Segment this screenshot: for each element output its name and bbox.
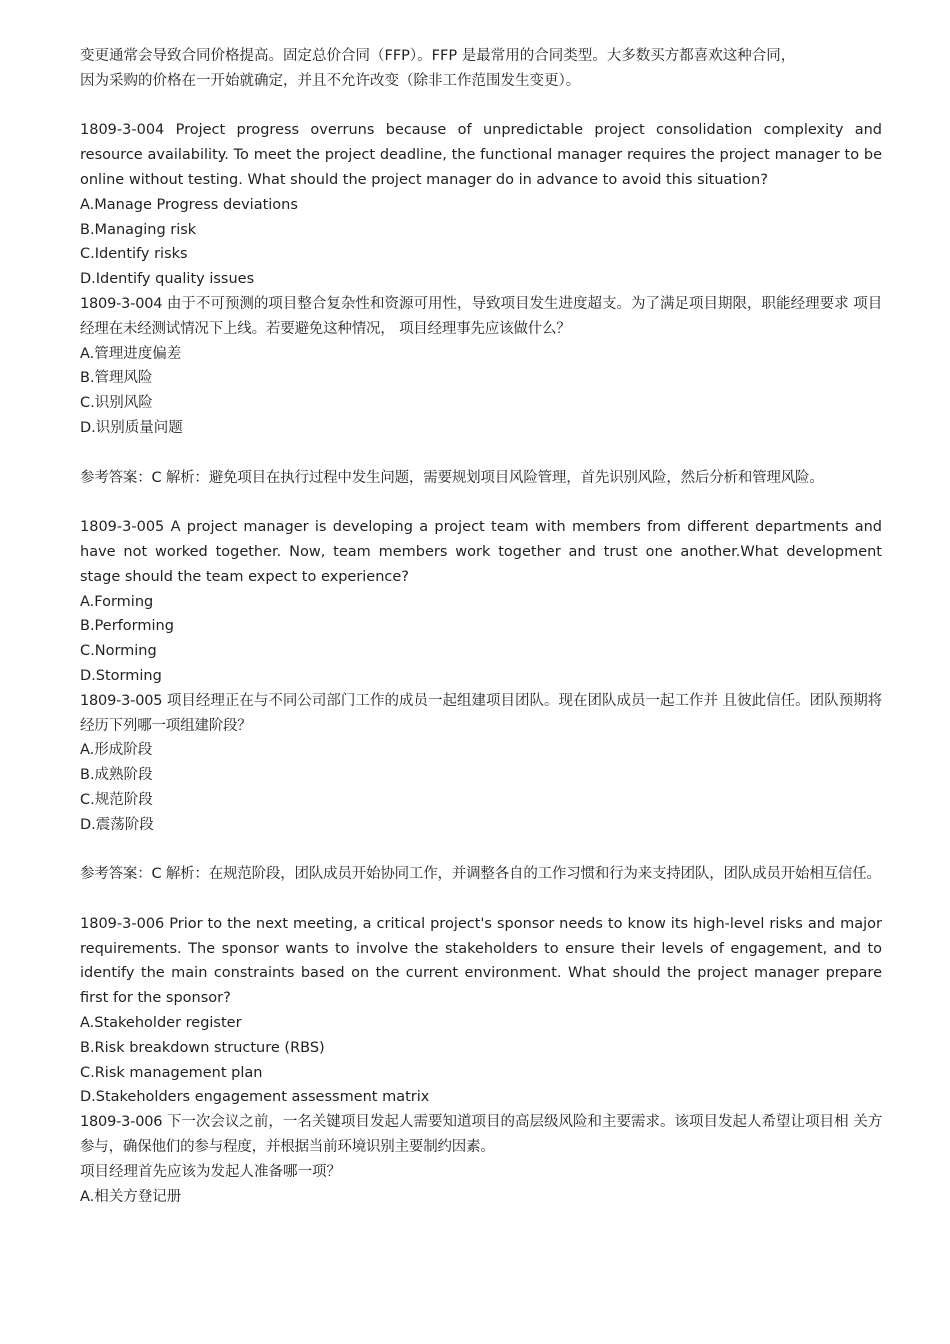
- option-cn-a: A.形成阶段: [80, 742, 153, 759]
- option-cn-c: C.识别风险: [80, 395, 153, 412]
- spacer: [80, 887, 882, 912]
- question-cn-text: 1809-3-006 下一次会议之前，一名关键项目发起人需要知道项目的高层级风险和主要需求。该项目发起人希望让项目相 关方参与，确保他们的参与程度，并根据当前环境识别主要制约因素。: [80, 1114, 882, 1156]
- option-en-d: D.Storming: [80, 667, 162, 684]
- spacer: [80, 838, 882, 863]
- option-en-d: D.Stakeholders engagement assessment matrix: [80, 1089, 430, 1106]
- spacer: [80, 441, 882, 466]
- question-en-text: 1809-3-005 A project manager is developing a project team with members from different departments and have not worked together. Now, team members work together and trust one another.What development stage should the team expect to experience?: [80, 519, 882, 585]
- question-en-text: 1809-3-006 Prior to the next meeting, a critical project's sponsor needs to know its high-level risks and major requirements. The sponsor wants to involve the stakeholders to ensure their levels of engagement, and to identify the main constraints based on the current environment. What should the project manager prepare first for the sponsor?: [80, 915, 882, 1007]
- option-en-d: D.Identify quality issues: [80, 271, 255, 288]
- question-cn-text-2: 项目经理首先应该为发起人准备哪一项？: [80, 1163, 341, 1180]
- option-en-b: B.Managing risk: [80, 221, 197, 238]
- question-en-text: 1809-3-004 Project progress overruns because of unpredictable project consolidation complexity and resource availability. To meet the project deadline, the functional manager requires the project manager to be online without testing. What should the project manager do in advance to avoid this situation?: [80, 122, 882, 188]
- question-004: [80, 118, 882, 490]
- option-cn-a: A.管理进度偏差: [80, 345, 182, 362]
- option-en-a: A.Manage Progress deviations: [80, 196, 298, 213]
- intro-line-2: 因为采购的价格在一开始就确定，并且不允许改变（除非工作范围发生变更）。: [80, 72, 581, 89]
- option-cn-b: B.成熟阶段: [80, 767, 153, 784]
- option-en-c: C.Identify risks: [80, 246, 188, 263]
- option-cn-d: D.识别质量问题: [80, 419, 183, 436]
- option-cn-b: B.管理风险: [80, 370, 153, 387]
- option-cn-d: D.震荡阶段: [80, 816, 154, 833]
- question-cn-text: 1809-3-005 项目经理正在与不同公司部门工作的成员一起组建项目团队。现在团队成员一起工作并 且彼此信任。团队预期将经历下列哪一项组建阶段？: [80, 692, 882, 734]
- option-en-c: C.Risk management plan: [80, 1064, 263, 1081]
- document-page: [80, 44, 882, 1209]
- intro-line-1: 变更通常会导致合同价格提高。固定总价合同（FFP）。FFP 是最常用的合同类型。大多数买方都喜欢这种合同，: [80, 48, 796, 64]
- option-en-b: B.Risk breakdown structure (RBS): [80, 1039, 325, 1056]
- spacer: [80, 490, 882, 515]
- question-cn-text: 1809-3-004 由于不可预测的项目整合复杂性和资源可用性，导致项目发生进度超支。为了满足项目期限，职能经理要求 项目经理在未经测试情况下上线。若要避免这种情况， 项目经理事先应该做什么？: [80, 295, 882, 337]
- question-006: [80, 912, 882, 1210]
- spacer: [80, 94, 882, 119]
- option-cn-a: A.相关方登记册: [80, 1188, 182, 1205]
- option-en-b: B.Performing: [80, 618, 174, 635]
- answer-explanation: 参考答案：C 解析：避免项目在执行过程中发生问题，需要规划项目风险管理，首先识别风险，然后分析和管理风险。: [80, 469, 824, 486]
- answer-explanation: 参考答案：C 解析：在规范阶段，团队成员开始协同工作，并调整各自的工作习惯和行为来支持团队，团队成员开始相互信任。: [80, 866, 881, 883]
- option-cn-c: C.规范阶段: [80, 791, 153, 808]
- option-en-a: A.Stakeholder register: [80, 1015, 242, 1032]
- question-005: [80, 515, 882, 887]
- option-en-c: C.Norming: [80, 643, 157, 660]
- option-en-a: A.Forming: [80, 593, 154, 610]
